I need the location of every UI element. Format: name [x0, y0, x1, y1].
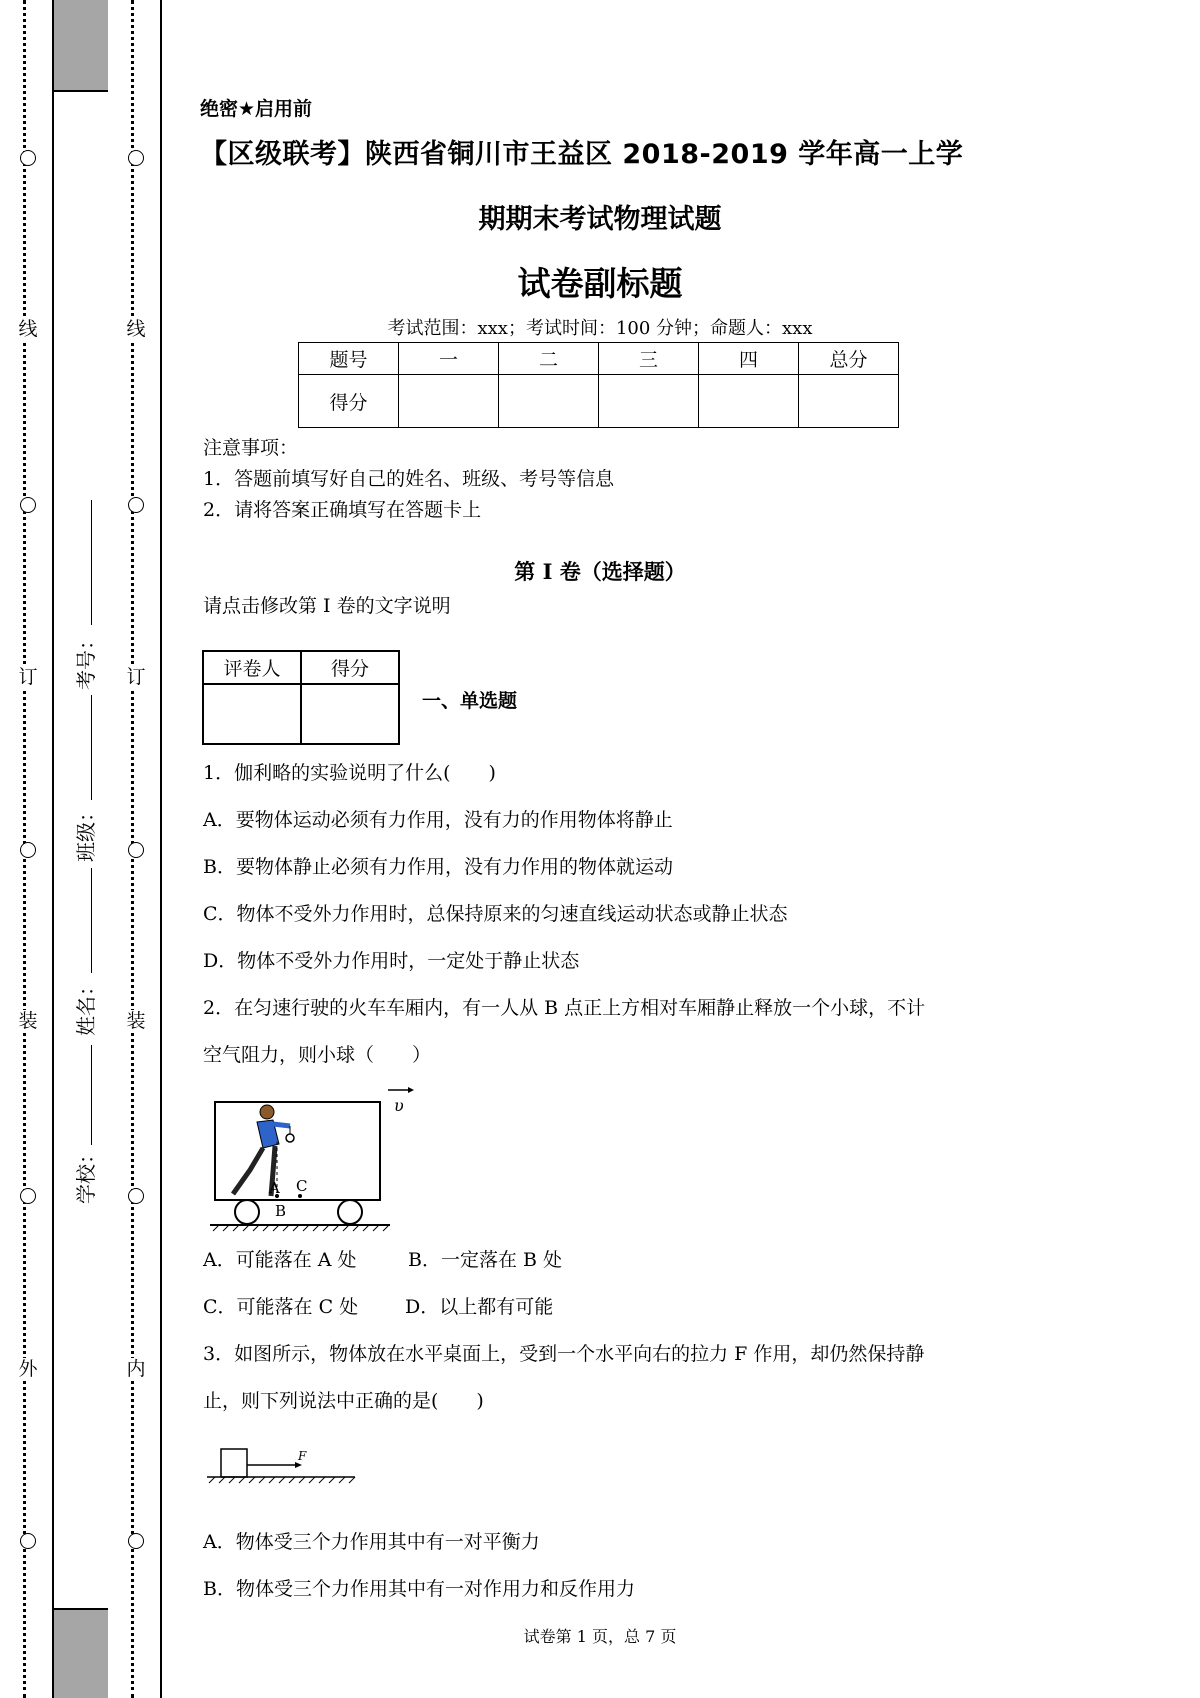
field-class-line[interactable]: [91, 695, 92, 800]
grader-table: [202, 650, 400, 745]
score-input-cell[interactable]: [399, 375, 499, 428]
q2-option-d: D．以上都有可能: [405, 1296, 554, 1318]
field-name-label: 姓名：: [74, 976, 98, 1036]
q3-stem-line2: 止，则下列说法中正确的是( ): [203, 1390, 484, 1412]
outer-circle-mark: [20, 842, 36, 858]
section-title: 一、单选题: [422, 690, 518, 712]
q1-stem: 1．伽利略的实验说明了什么( ): [203, 762, 496, 784]
train-wheel-right: [338, 1200, 362, 1224]
field-school-label: 学校：: [74, 1144, 98, 1204]
grader-input-cell[interactable]: [203, 684, 301, 744]
q3-option-a: A．物体受三个力作用其中有一对平衡力: [203, 1531, 540, 1553]
score-header-cell: 一: [399, 343, 499, 375]
outer-marker-line: 线: [18, 318, 38, 340]
q3-option-b: B．物体受三个力作用其中有一对作用力和反作用力: [203, 1578, 635, 1600]
field-exam-no-label: 考号：: [74, 630, 98, 690]
velocity-arrowhead: [408, 1087, 414, 1093]
q3-stem-line1: 3．如图所示，物体放在水平桌面上，受到一个水平向右的拉力 F 作用，却仍然保持静: [203, 1343, 925, 1365]
q2-stem-line2: 空气阻力，则小球（ ）: [203, 1044, 432, 1066]
notes-title: 注意事项：: [203, 437, 299, 459]
inner-circle-mark: [128, 150, 144, 166]
score-input-cell[interactable]: [499, 375, 599, 428]
inner-circle-mark: [128, 497, 144, 513]
outer-marker-order: 订: [18, 666, 38, 688]
page-number: 试卷第 1 页，总 7 页: [523, 1627, 677, 1646]
inner-marker-bind: 装: [126, 1010, 146, 1032]
confidential-mark: 绝密★启用前: [200, 98, 313, 120]
field-exam-no-line[interactable]: [91, 500, 92, 625]
score-table: [298, 342, 899, 428]
part-description: 请点击修改第 I 卷的文字说明: [203, 595, 451, 617]
inner-circle-mark: [128, 842, 144, 858]
outer-circle-mark: [20, 1188, 36, 1204]
exam-title-line1: 【区级联考】陕西省铜川市王益区 2018-2019 学年高一上学: [200, 139, 964, 170]
q2-option-a: A．可能落在 A 处: [203, 1249, 357, 1271]
outer-circle-mark: [20, 150, 36, 166]
train-wheel-left: [235, 1200, 259, 1224]
inner-marker-line: 线: [126, 318, 146, 340]
grader-input-cell[interactable]: [301, 684, 399, 744]
inner-border-line: [160, 0, 162, 1698]
block: [221, 1449, 247, 1477]
field-name-line[interactable]: [91, 868, 92, 973]
exam-title-line2: 期期末考试物理试题: [478, 204, 722, 235]
q3-block-figure: [205, 1443, 365, 1491]
grader-header-cell: 评卷人: [203, 651, 301, 684]
score-header-cell: 四: [699, 343, 799, 375]
outer-circle-mark: [20, 1533, 36, 1549]
inner-circle-mark: [128, 1188, 144, 1204]
outer-circle-mark: [20, 497, 36, 513]
velocity-label: υ: [394, 1096, 404, 1115]
score-input-cell[interactable]: [599, 375, 699, 428]
ball: [286, 1134, 294, 1142]
point-a-label: A: [269, 1179, 280, 1197]
score-header-cell: 二: [499, 343, 599, 375]
grader-header-cell: 得分: [301, 651, 399, 684]
strip-divider-top: [54, 90, 108, 92]
score-input-cell[interactable]: [699, 375, 799, 428]
inner-marker-inside: 内: [126, 1358, 146, 1380]
q1-option-c: C．物体不受外力作用时，总保持原来的匀速直线运动状态或静止状态: [203, 903, 788, 925]
score-input-cell[interactable]: [799, 375, 899, 428]
inner-circle-mark: [128, 1533, 144, 1549]
point-b-label: B: [275, 1202, 287, 1220]
q2-stem-line1: 2．在匀速行驶的火车车厢内，有一人从 B 点正上方相对车厢静止释放一个小球，不计: [203, 997, 926, 1019]
surface-hatching: [209, 1477, 355, 1483]
q1-option-b: B．要物体静止必须有力作用，没有力作用的物体就运动: [203, 856, 673, 878]
exam-info: 考试范围：xxx；考试时间：100 分钟；命题人：xxx: [387, 318, 813, 339]
score-row-label: 得分: [299, 375, 399, 428]
outer-marker-outside: 外: [18, 1358, 38, 1380]
binding-strip-top-block: [54, 0, 108, 90]
field-class-label: 班级：: [74, 802, 98, 862]
exam-subtitle: 试卷副标题: [517, 264, 683, 303]
point-c-label: C: [296, 1177, 308, 1195]
binding-strip-bottom-block: [54, 1610, 108, 1698]
inner-marker-order: 订: [126, 666, 146, 688]
q1-option-d: D．物体不受外力作用时，一定处于静止状态: [203, 950, 580, 972]
q2-option-c: C．可能落在 C 处: [203, 1296, 359, 1318]
outer-marker-bind: 装: [18, 1010, 38, 1032]
q1-option-a: A．要物体运动必须有力作用，没有力的作用物体将静止: [203, 809, 673, 831]
score-header-cell: 三: [599, 343, 699, 375]
inner-dotted-column: [126, 0, 146, 1698]
part-title: 第 I 卷（选择题）: [514, 559, 686, 584]
strip-divider-bottom: [54, 1608, 108, 1610]
note-item: 1．答题前填写好自己的姓名、班级、考号等信息: [203, 468, 615, 490]
q2-train-figure: [205, 1082, 415, 1232]
score-header-cell: 题号: [299, 343, 399, 375]
outer-dotted-column: [18, 0, 38, 1698]
score-header-cell: 总分: [799, 343, 899, 375]
note-item: 2．请将答案正确填写在答题卡上: [203, 499, 482, 521]
field-school-line[interactable]: [91, 1045, 92, 1145]
q2-option-b: B．一定落在 B 处: [408, 1249, 563, 1271]
force-label: F: [298, 1449, 307, 1463]
